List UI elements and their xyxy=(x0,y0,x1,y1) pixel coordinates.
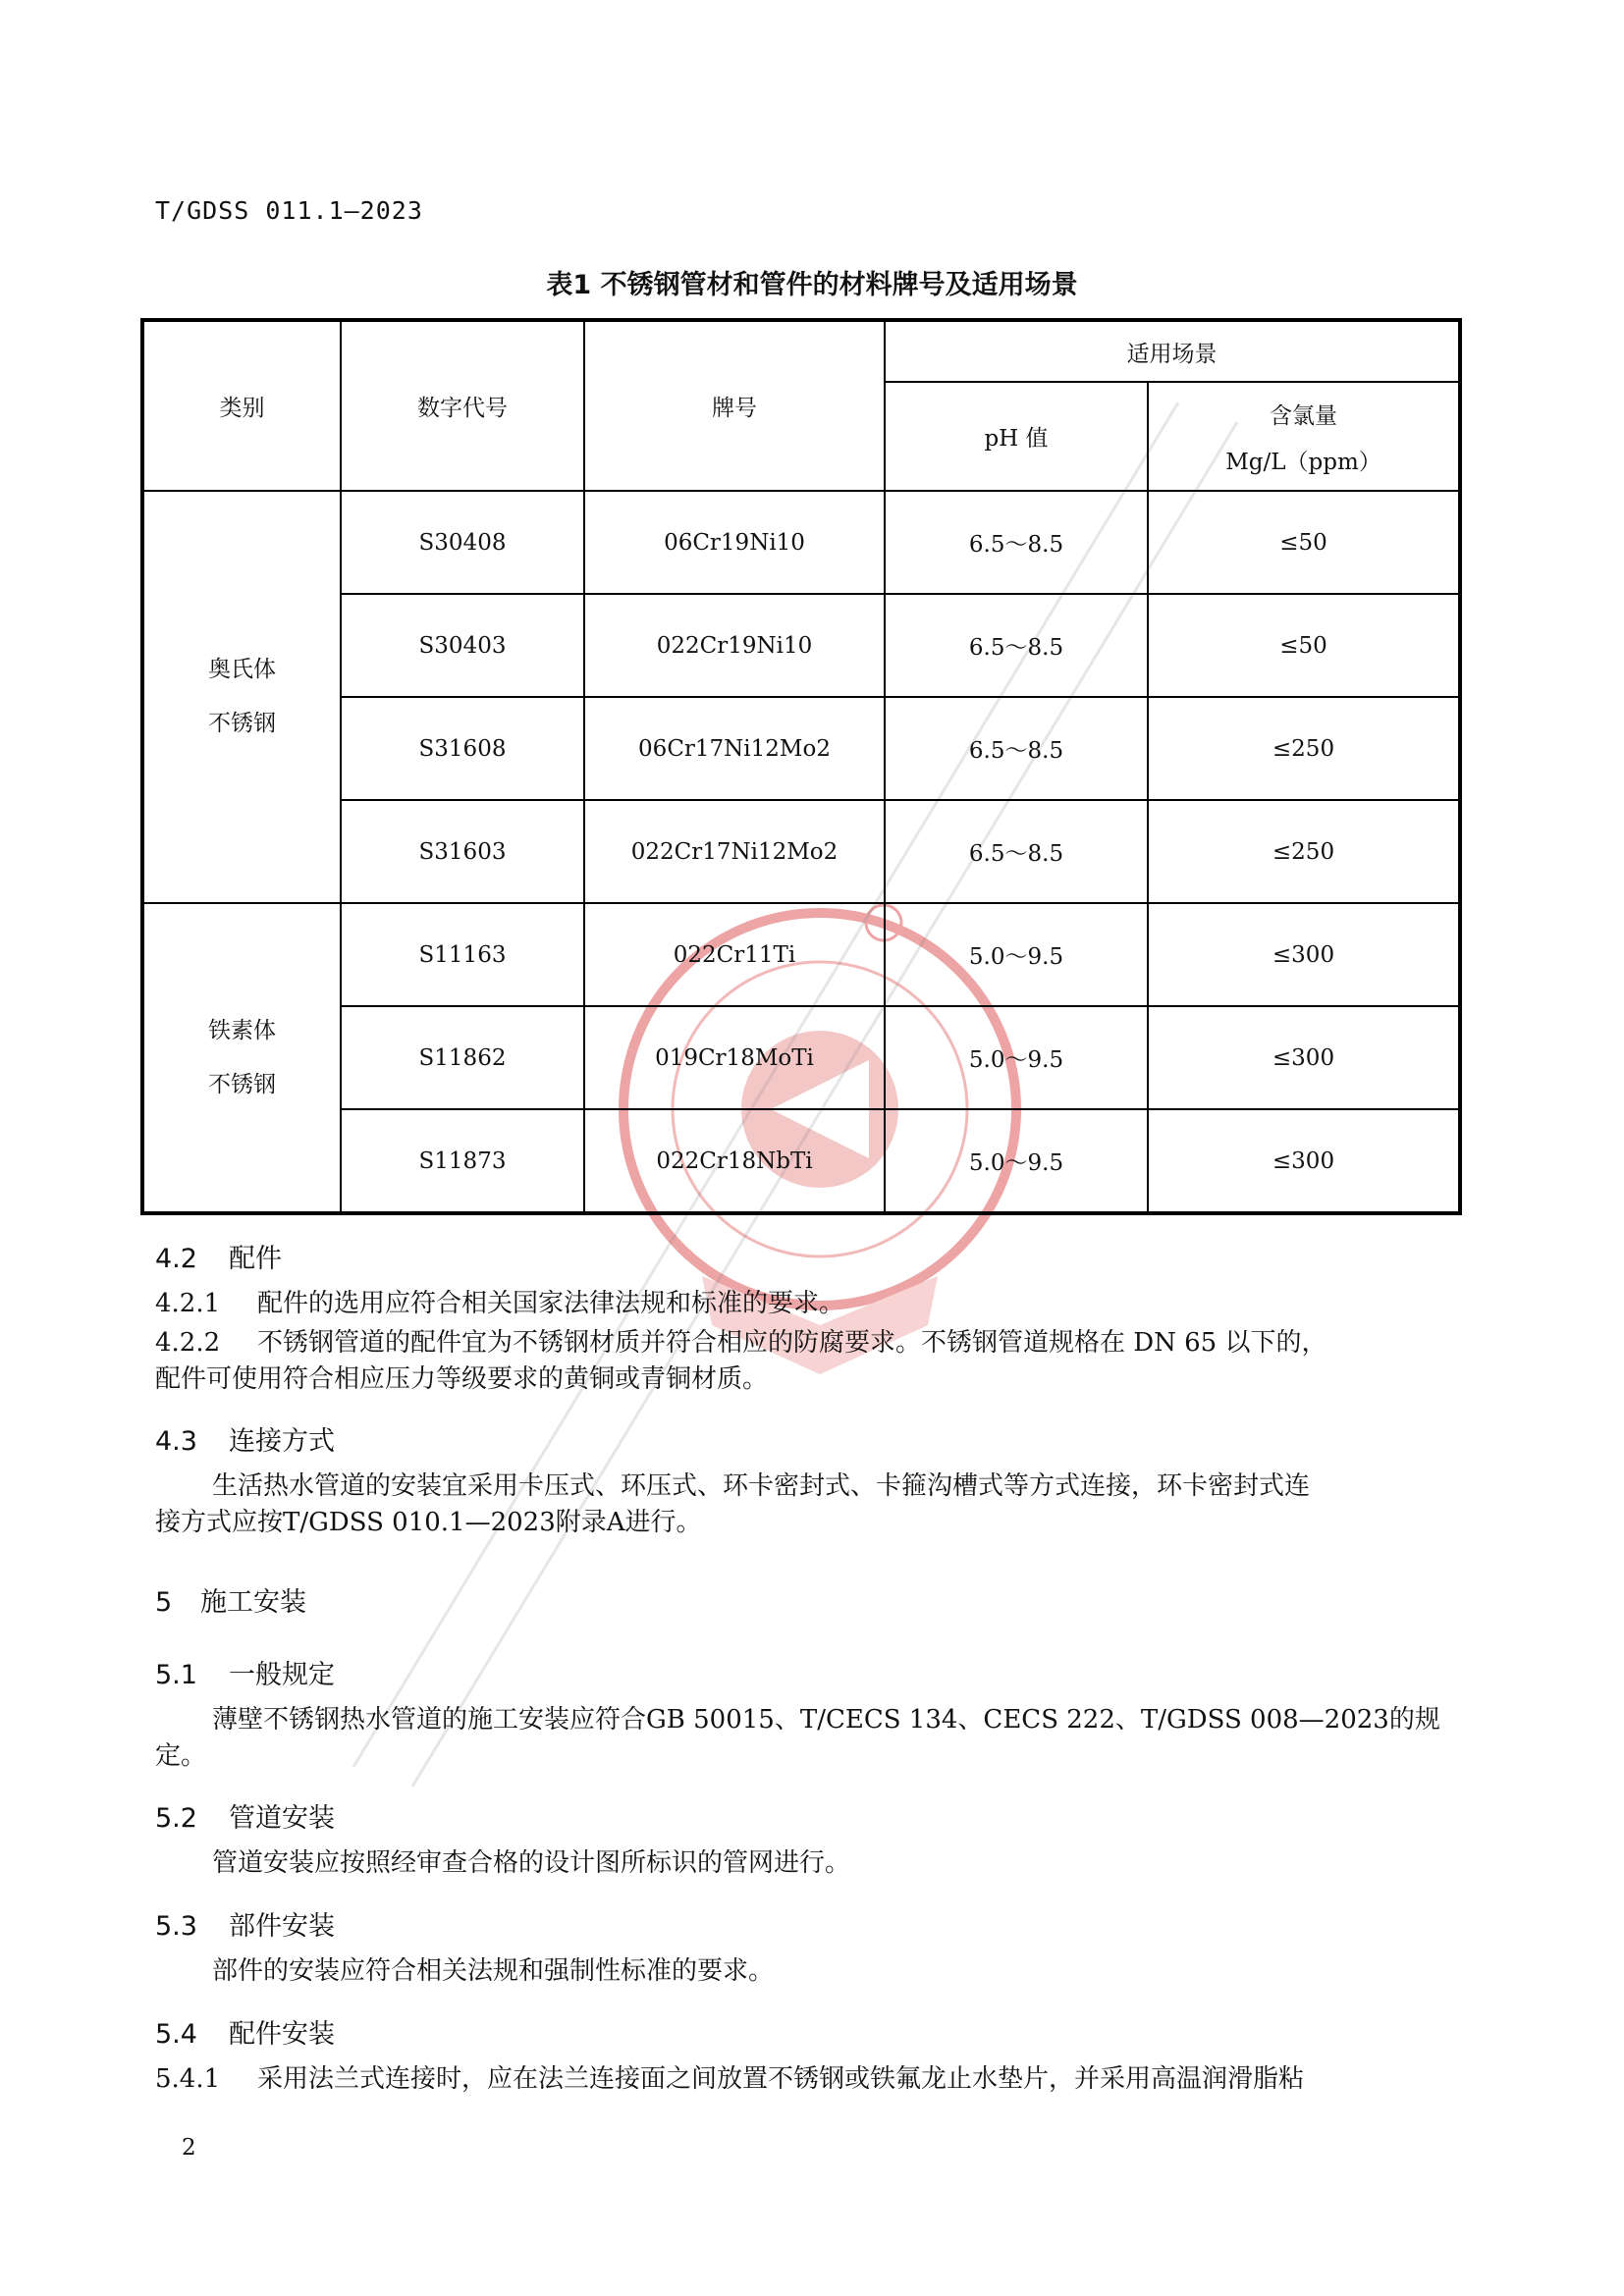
section-title: 部件安装 xyxy=(229,1911,335,1942)
heading-5-1 xyxy=(155,1653,335,1691)
ph-cell: 5.0～9.5 xyxy=(885,1109,1148,1213)
clause-4-2-1 xyxy=(155,1286,844,1322)
section-title: 管道安装 xyxy=(229,1803,335,1834)
paragraph-line: 生活热水管道的安装宜采用卡压式、环压式、环卡密封式、卡箍沟槽式等方式连接，环卡密封式连 xyxy=(212,1471,1311,1501)
grade-cell: 06Cr17Ni12Mo2 xyxy=(584,697,885,800)
paragraph-4-3 xyxy=(155,1468,1461,1541)
paragraph-5-3 xyxy=(155,1953,1461,1990)
header-chloride-unit: Mg/L（ppm） xyxy=(1225,449,1381,475)
header-ph: pH 值 xyxy=(885,382,1148,491)
heading-5-3 xyxy=(155,1904,335,1943)
heading-4-3 xyxy=(155,1419,335,1458)
header-grade: 牌号 xyxy=(584,320,885,491)
table-row xyxy=(142,903,1460,1006)
section-title: 配件 xyxy=(229,1244,282,1274)
code-cell: S11862 xyxy=(341,1006,584,1109)
paragraph-line: 接方式应按T/GDSS 010.1—2023附录A进行。 xyxy=(155,1508,702,1537)
table-row xyxy=(142,800,1460,903)
heading-5-4 xyxy=(155,2012,335,2051)
clause-text: 采用法兰式连接时，应在法兰连接面之间放置不锈钢或铁氟龙止水垫片，并采用高温润滑脂粘 xyxy=(257,2064,1305,2094)
code-cell: S31603 xyxy=(341,800,584,903)
heading-5-2 xyxy=(155,1796,335,1835)
table-caption: 表1 不锈钢管材和管件的材料牌号及适用场景 xyxy=(546,270,1078,300)
header-code: 数字代号 xyxy=(341,320,584,491)
grade-cell: 022Cr11Ti xyxy=(584,903,885,1006)
ph-cell: 6.5～8.5 xyxy=(885,594,1148,697)
section-title: 一般规定 xyxy=(229,1660,335,1690)
heading-5 xyxy=(155,1580,306,1619)
clause-text: 配件的选用应符合相关国家法律法规和标准的要求。 xyxy=(257,1289,845,1318)
section-number: 5.1 xyxy=(155,1660,197,1690)
category-line: 不锈钢 xyxy=(208,711,276,736)
chloride-cell: ≤300 xyxy=(1148,903,1460,1006)
code-cell: S11873 xyxy=(341,1109,584,1213)
category-cell xyxy=(142,491,341,903)
table-row xyxy=(142,697,1460,800)
category-line: 铁素体 xyxy=(208,1017,276,1043)
code-cell: S30403 xyxy=(341,594,584,697)
category-line: 不锈钢 xyxy=(208,1071,276,1097)
paragraph-line: 部件的安装应符合相关法规和强制性标准的要求。 xyxy=(212,1956,775,1986)
chloride-cell: ≤250 xyxy=(1148,800,1460,903)
ph-cell: 6.5～8.5 xyxy=(885,697,1148,800)
code-cell: S11163 xyxy=(341,903,584,1006)
ph-cell: 6.5～8.5 xyxy=(885,491,1148,594)
table-row xyxy=(142,1109,1460,1213)
section-number: 5 xyxy=(155,1587,173,1618)
chloride-cell: ≤300 xyxy=(1148,1109,1460,1213)
chloride-cell: ≤50 xyxy=(1148,491,1460,594)
section-number: 4.2 xyxy=(155,1244,197,1274)
paragraph-5-1 xyxy=(155,1702,1461,1775)
paragraph-line: 管道安装应按照经审查合格的设计图所标识的管网进行。 xyxy=(212,1848,851,1878)
clause-number: 5.4.1 xyxy=(155,2064,221,2094)
clause-5-4-1 xyxy=(155,2061,1471,2098)
clause-text: 不锈钢管道的配件宜为不锈钢材质并符合相应的防腐要求。不锈钢管道规格在 DN 65 以下的， xyxy=(257,1328,1327,1358)
header-category: 类别 xyxy=(142,320,341,491)
chloride-cell: ≤300 xyxy=(1148,1006,1460,1109)
table-row xyxy=(142,594,1460,697)
paragraph-5-2 xyxy=(155,1845,1461,1882)
materials-table xyxy=(140,318,1462,1215)
code-cell: S31608 xyxy=(341,697,584,800)
page-number: 2 xyxy=(182,2135,196,2161)
clause-number: 4.2.1 xyxy=(155,1289,221,1318)
clause-text: 配件可使用符合相应压力等级要求的黄铜或青铜材质。 xyxy=(155,1364,769,1394)
section-number: 4.3 xyxy=(155,1426,197,1457)
paragraph-line: 薄壁不锈钢热水管道的施工安装应符合GB 50015、T/CECS 134、CECS 222、T/GDSS 008—2023的规 xyxy=(212,1705,1440,1735)
chloride-cell: ≤250 xyxy=(1148,697,1460,800)
header-chloride-label: 含氯量 xyxy=(1270,402,1337,429)
grade-cell: 019Cr18MoTi xyxy=(584,1006,885,1109)
code-cell: S30408 xyxy=(341,491,584,594)
table-row xyxy=(142,491,1460,594)
section-title: 施工安装 xyxy=(200,1587,306,1618)
header-scene: 适用场景 xyxy=(885,320,1460,382)
header-chloride xyxy=(1148,382,1460,491)
table-row xyxy=(142,1006,1460,1109)
ph-cell: 5.0～9.5 xyxy=(885,1006,1148,1109)
paragraph-line: 定。 xyxy=(155,1741,207,1771)
section-title: 连接方式 xyxy=(229,1426,335,1457)
section-number: 5.4 xyxy=(155,2019,197,2050)
ph-cell: 6.5～8.5 xyxy=(885,800,1148,903)
clause-4-2-2 xyxy=(155,1325,1461,1398)
grade-cell: 022Cr17Ni12Mo2 xyxy=(584,800,885,903)
section-title: 配件安装 xyxy=(229,2019,335,2050)
grade-cell: 06Cr19Ni10 xyxy=(584,491,885,594)
category-cell xyxy=(142,903,341,1213)
grade-cell: 022Cr19Ni10 xyxy=(584,594,885,697)
heading-4-2 xyxy=(155,1237,282,1275)
section-number: 5.2 xyxy=(155,1803,197,1834)
ph-cell: 5.0～9.5 xyxy=(885,903,1148,1006)
category-line: 奥氏体 xyxy=(208,657,276,682)
clause-number: 4.2.2 xyxy=(155,1328,221,1358)
grade-cell: 022Cr18NbTi xyxy=(584,1109,885,1213)
section-number: 5.3 xyxy=(155,1911,197,1942)
document-code: T/GDSS 011.1—2023 xyxy=(155,196,423,225)
chloride-cell: ≤50 xyxy=(1148,594,1460,697)
